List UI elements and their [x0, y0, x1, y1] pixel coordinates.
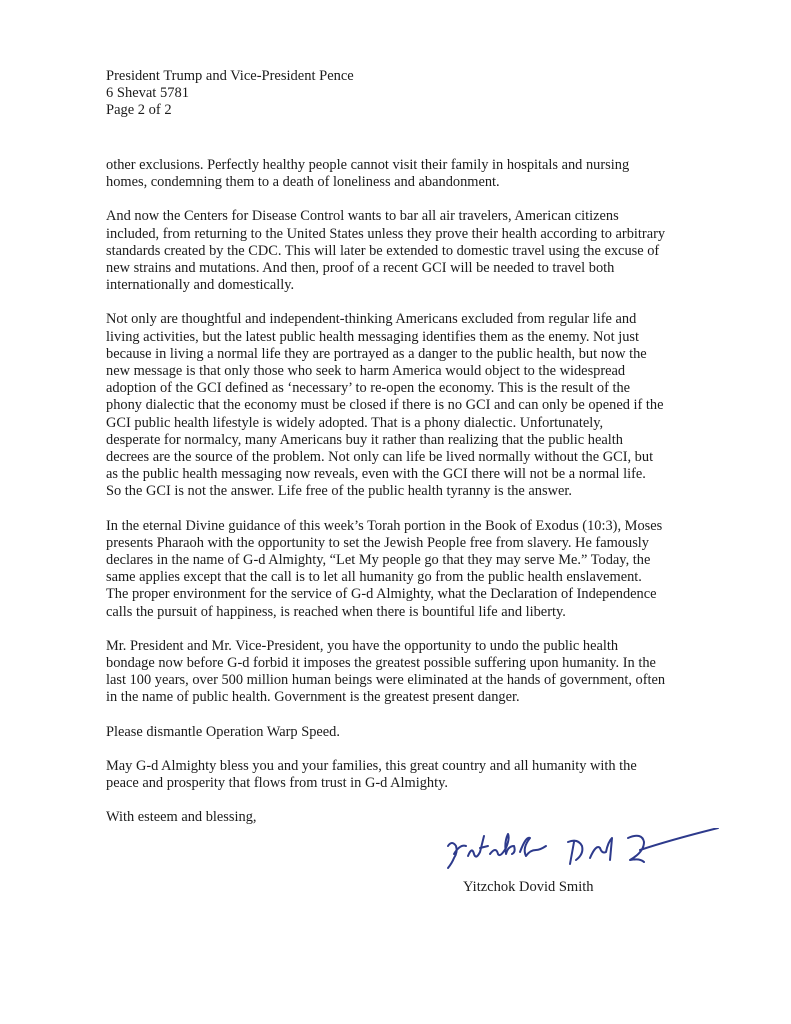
date-line: 6 Shevat 5781	[106, 85, 189, 101]
paragraph-gap	[106, 501, 706, 518]
paragraph	[106, 518, 706, 621]
paragraph-gap	[106, 792, 706, 809]
letter-body	[106, 157, 706, 827]
text-line: GCI public health lifestyle is widely adopted. That is a phony dialectic. Unfortunately,	[106, 414, 604, 431]
text-line: In the eternal Divine guidance of this week’s Torah portion in the Book of Exodus (10:3), Moses	[106, 517, 663, 534]
text-line: May G-d Almighty bless you and your families, this great country and all humanity with the	[106, 757, 637, 774]
text-line: desperate for normalcy, many Americans buy it rather than realizing that the public health	[106, 431, 623, 448]
text-line: declares in the name of G-d Almighty, “Let My people go that they may serve Me.” Today, the	[106, 552, 651, 569]
text-line: decrees are the source of the problem. Not only can life be lived normally without the GCI, but	[106, 449, 654, 466]
signature-stroke	[628, 828, 718, 862]
signatory-name: Yitzchok Dovid Smith	[463, 879, 594, 895]
text-line: phony dialectic that the economy must be closed if there is no GCI and can only be opened if the	[106, 397, 664, 414]
text-line: homes, condemning them to a death of loneliness and abandonment.	[106, 174, 500, 191]
paragraph	[106, 758, 706, 792]
text-line: same applies except that the call is to let all humanity go from the public health enslavement.	[106, 569, 642, 586]
text-line: last 100 years, over 500 million human beings were eliminated at the hands of government, often	[106, 672, 666, 689]
text-line: internationally and domestically.	[106, 277, 295, 294]
text-line: So the GCI is not the answer. Life free of the public health tyranny is the answer.	[106, 483, 572, 500]
paragraph	[106, 157, 706, 191]
paragraph-gap	[106, 294, 706, 311]
signature-stroke	[490, 834, 515, 855]
signature-stroke	[590, 838, 612, 860]
paragraph	[106, 208, 706, 294]
paragraph	[106, 311, 706, 500]
signature-stroke	[468, 836, 488, 857]
text-line: new message is that only those who seek to harm America would object to the widespread	[106, 363, 626, 380]
text-line: Please dismantle Operation Warp Speed.	[106, 723, 340, 740]
text-line: And now the Centers for Disease Control wants to bar all air travelers, American citizens	[106, 208, 619, 225]
recipients-line: President Trump and Vice-President Pence	[106, 68, 354, 84]
text-line: calls the pursuit of happiness, is reached when there is bountiful life and liberty.	[106, 603, 566, 620]
text-line: The proper environment for the service of G-d Almighty, what the Declaration of Independence	[106, 586, 657, 603]
text-line: Not only are thoughtful and independent-thinking Americans excluded from regular life and	[106, 311, 637, 328]
text-line: presents Pharaoh with the opportunity to set the Jewish People free from slavery. He famously	[106, 534, 649, 551]
text-line: peace and prosperity that flows from trust in G-d Almighty.	[106, 775, 448, 792]
text-line: new strains and mutations. And then, proof of a recent GCI will be needed to travel both	[106, 260, 615, 277]
text-line: adoption of the GCI defined as ‘necessary’ to re-open the economy. This is the result of the	[106, 380, 631, 397]
text-line: in the name of public health. Government is the greatest present danger.	[106, 689, 520, 706]
text-line: included, from returning to the United States unless they prove their health according to arbitrary	[106, 225, 666, 242]
letter-header	[106, 68, 354, 119]
handwritten-signature	[440, 828, 720, 878]
paragraph	[106, 724, 706, 741]
text-line: living activities, but the latest public health messaging identifies them as the enemy. Not just	[106, 328, 640, 345]
paragraph-gap	[106, 621, 706, 638]
signature-stroke	[520, 838, 546, 856]
text-line: other exclusions. Perfectly healthy people cannot visit their family in hospitals and nursing	[106, 157, 630, 173]
page-number: Page 2 of 2	[106, 102, 172, 118]
paragraph-gap	[106, 741, 706, 758]
text-line: With esteem and blessing,	[106, 809, 257, 826]
text-line: as the public health messaging now reveals, even with the GCI there will not be a normal life.	[106, 466, 646, 483]
text-line: Mr. President and Mr. Vice-President, you have the opportunity to undo the public health	[106, 637, 619, 654]
paragraph-gap	[106, 191, 706, 208]
text-line: bondage now before G-d forbid it imposes the greatest possible suffering upon humanity. In the	[106, 655, 656, 672]
text-line: because in living a normal life they are portrayed as a danger to the public health, but now the	[106, 345, 647, 362]
text-line: standards created by the CDC. This will later be extended to domestic travel using the excuse of	[106, 242, 660, 259]
paragraph-gap	[106, 707, 706, 724]
paragraph	[106, 809, 706, 826]
signature-stroke	[448, 843, 466, 868]
signature-stroke	[568, 841, 582, 864]
paragraph	[106, 638, 706, 707]
